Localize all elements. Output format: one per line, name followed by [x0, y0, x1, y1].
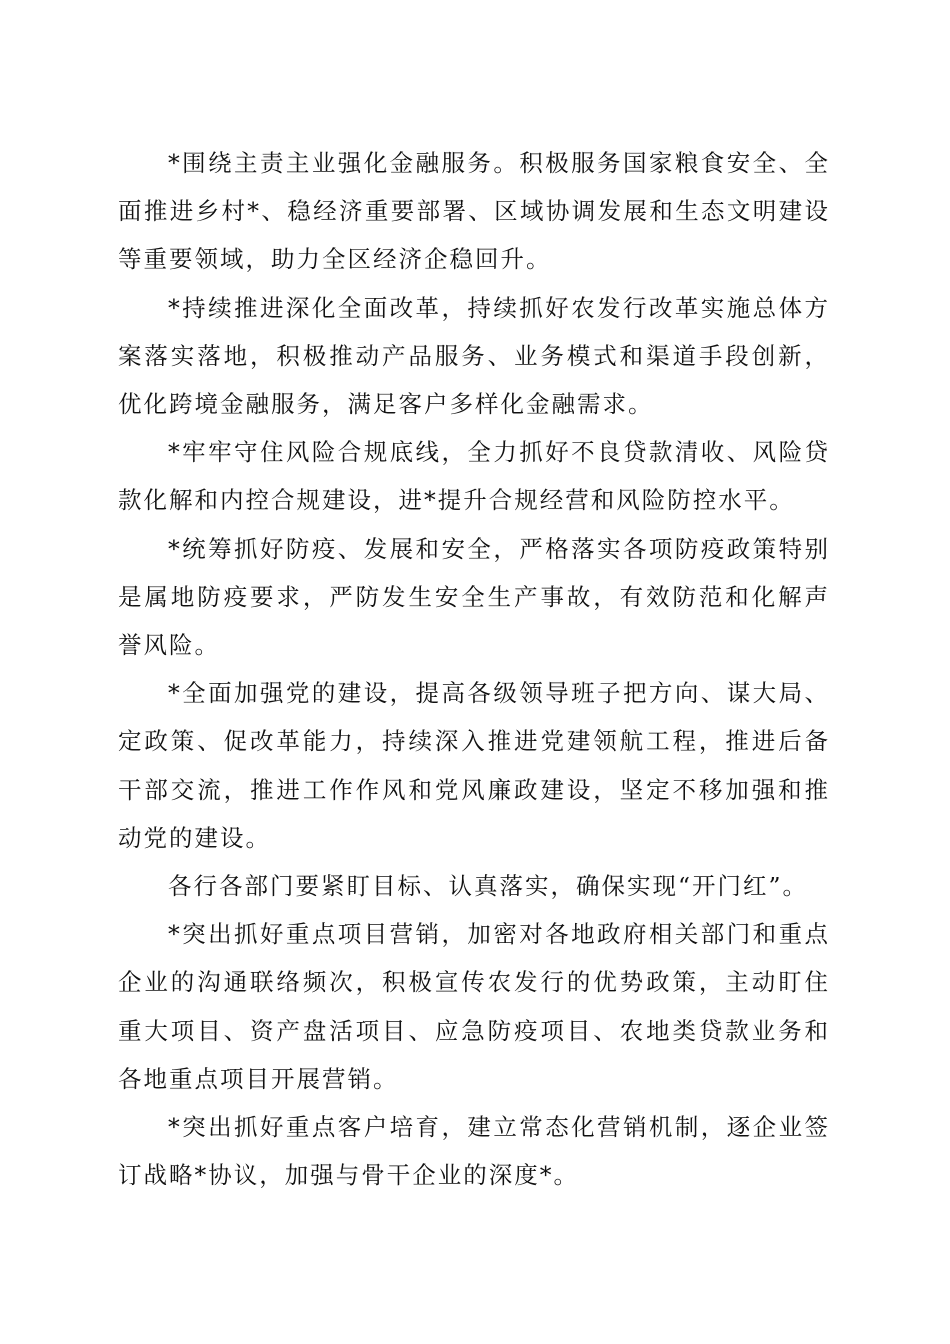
paragraph-reform: *持续推进深化全面改革，持续抓好农发行改革实施总体方案落实落地，积极推动产品服务、业务模式和渠道手段创新，优化跨境金融服务，满足客户多样化金融需求。: [118, 293, 830, 419]
paragraph-project-marketing: *突出抓好重点项目营销，加密对各地政府相关部门和重点企业的沟通联络频次，积极宣传农发行的优势政策，主动盯住重大项目、资产盘活项目、应急防疫项目、农地类贷款业务和各地重点项目开展营销。: [118, 920, 830, 1093]
paragraph-party-building: *全面加强党的建设，提高各级领导班子把方向、谋大局、定政策、促改革能力，持续深入推进党建领航工程，推进后备干部交流，推进工作作风和党风廉政建设，坚定不移加强和推动党的建设。: [118, 679, 830, 852]
document-body: [118, 139, 830, 1199]
paragraph-client-cultivation: *突出抓好重点客户培育，建立常态化营销机制，逐企业签订战略*协议，加强与骨干企业的深度*。: [118, 1113, 830, 1190]
paragraph-finance-services: *围绕主责主业强化金融服务。积极服务国家粮食安全、全面推进乡村*、稳经济重要部署、区域协调发展和生态文明建设等重要领域，助力全区经济企稳回升。: [118, 149, 830, 274]
paragraph-risk-compliance: *牢牢守住风险合规底线，全力抓好不良贷款清收、风险贷款化解和内控合规建设，进*提升合规经营和风险防控水平。: [118, 438, 830, 515]
paragraph-targets: 各行各部门要紧盯目标、认真落实，确保实现“开门红”。: [168, 872, 809, 901]
paragraph-epidemic-safety: *统筹抓好防疫、发展和安全，严格落实各项防疫政策特别是属地防疫要求，严防发生安全生产事故，有效防范和化解声誉风险。: [118, 534, 830, 660]
